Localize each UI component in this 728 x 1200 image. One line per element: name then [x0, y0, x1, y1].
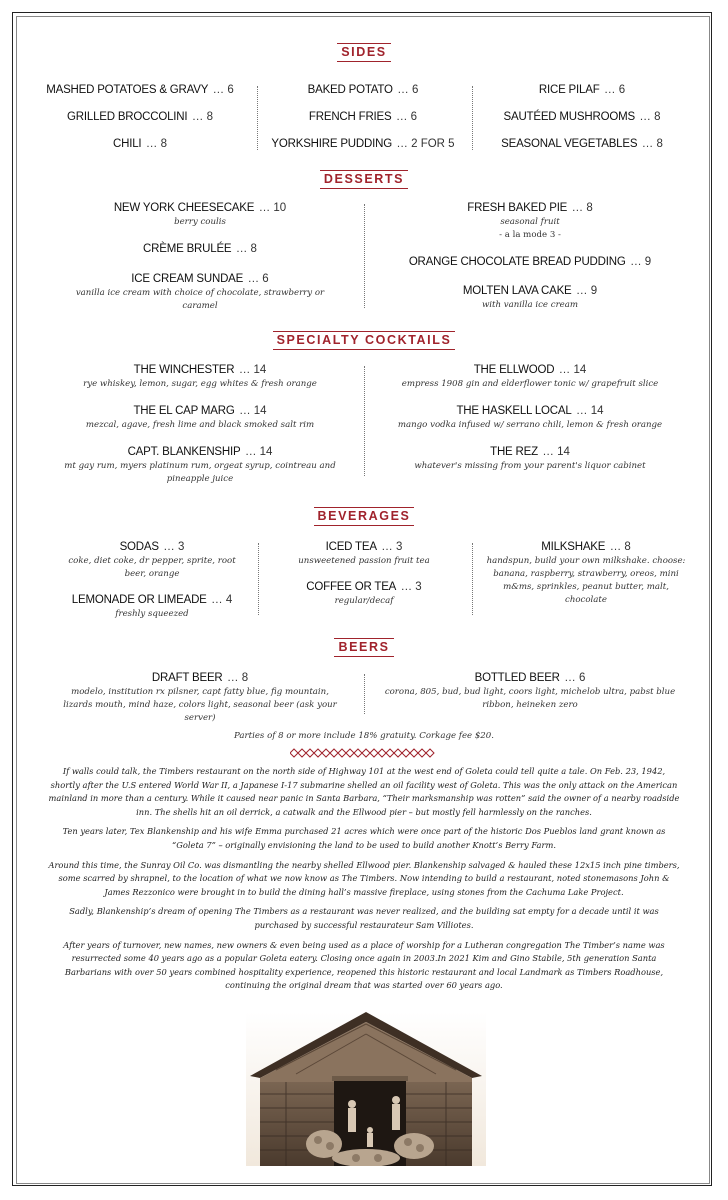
menu-item: THE EL CAP MARG … 14 [133, 405, 267, 417]
history-paragraph: Ten years later, Tex Blankenship and his wife Emma purchased 21 acres which were once part of the historic Dos Pueblos land grant known as “Goleta 7” – originally envisioning the land to be used to build another Knott’s Berry Farm. [62, 826, 666, 850]
menu-item: SEASONAL VEGETABLES … 8 [501, 138, 663, 150]
menu-item: SODAS … 3 [119, 541, 185, 553]
history-paragraph: After years of turnover, new names, new owners & even being used as a place of worship for a Lutheran congregation The Timber’s name was resurrected some 40 years ago as a popular Goleta eatery. Closing once again in 2003.In 2021 Kim and Gino Stabile, 5th generation Santa Barbarians with over 50 years combined hospitality experience, reopened this historic restaurant and local Landmark as Timbers Roadhouse, continuing the original dream that was started over 60 years ago. [63, 939, 665, 991]
item-note: - a la mode 3 - [499, 230, 561, 240]
sides-col-3 [482, 80, 682, 152]
menu-item: CHILI … 8 [113, 138, 167, 150]
beverages-col-3 [486, 537, 686, 607]
cocktails-left [60, 360, 340, 486]
desserts-left [60, 198, 340, 313]
menu-item: THE ELLWOOD … 14 [473, 364, 587, 376]
menu-item: DRAFT BEER … 8 [151, 672, 249, 684]
cocktails-title: SPECIALTY COCKTAILS [0, 331, 728, 350]
item-description: freshly squeezed [115, 609, 189, 619]
column-divider [364, 674, 365, 714]
column-divider [257, 86, 258, 150]
beers-left [60, 668, 340, 725]
column-divider [364, 366, 365, 476]
item-description: handspun, build your own milkshake. choose: banana, raspberry, strawberry, oreos, mini m&ms, sprinkles, peanut butter, malt, chocolate [486, 556, 686, 605]
menu-item: ICED TEA … 3 [325, 541, 403, 553]
menu-item: FRESH BAKED PIE … 8 [467, 202, 593, 214]
menu-item: FRENCH FRIES … 6 [308, 111, 418, 123]
diamond-ornament [0, 748, 728, 760]
menu-item: CRÈME BRULÉE … 8 [143, 243, 257, 255]
item-description: berry coulis [174, 217, 226, 227]
item-description: corona, 805, bud, bud light, coors light, michelob ultra, pabst blue ribbon, heineken zero [384, 687, 676, 710]
item-description: modelo, institution rx pilsner, capt fatty blue, fig mountain, lizards mouth, mind haze, colors light, seasonal beer (ask your server) [63, 687, 337, 723]
menu-item: MASHED POTATOES & GRAVY … 6 [46, 84, 234, 96]
sides-title: SIDES [0, 43, 728, 62]
menu-item: ORANGE CHOCOLATE BREAD PUDDING … 9 [408, 256, 652, 268]
item-description: regular/decaf [334, 596, 394, 606]
column-divider [472, 86, 473, 150]
menu-item: BOTTLED BEER … 6 [474, 672, 586, 684]
menu-item: MILKSHAKE … 8 [541, 541, 631, 553]
history-paragraph: If walls could talk, the Timbers restaurant on the north side of Highway 101 at the west end of Goleta could tell quite a tale. On Feb. 23, 1942, shortly after the U.S entered World War II, a Japanese I-17 submarine shelled an oil facility west of Goleta. This was the only attack on the American mainland in more than a century. While it caused near panic in Santa Barbara, “Their marksmanship was rotten” said the owner of a nearby roadside inn. The shells hit an oil derrick, a catwalk and the Ellwood pier – but mostly fell harmlessly on the ranches. [48, 766, 680, 817]
menu-item: CAPT. BLANKENSHIP … 14 [127, 446, 273, 458]
beverages-title: BEVERAGES [0, 507, 728, 526]
menu-item: THE HASKELL LOCAL … 14 [456, 405, 604, 417]
menu-item: LEMONADE OR LIMEADE … 4 [71, 594, 233, 606]
item-description: unsweetened passion fruit tea [298, 556, 430, 566]
item-description: mezcal, agave, fresh lime and black smoked salt rim [85, 420, 315, 430]
desserts-title: DESSERTS [0, 170, 728, 189]
beverages-col-1 [60, 537, 244, 621]
menu-item: THE REZ … 14 [490, 446, 570, 458]
item-description: rye whiskey, lemon, sugar, egg whites & fresh orange [83, 379, 317, 389]
item-description: mango vodka infused w/ serrano chili, lemon & fresh orange [397, 420, 663, 430]
sides-col-2 [263, 80, 463, 152]
column-divider [258, 543, 259, 615]
sides-col-1 [40, 80, 240, 152]
item-description: empress 1908 gin and elderflower tonic w/ grapefruit slice [401, 379, 659, 389]
column-divider [364, 204, 365, 308]
item-description: whatever's missing from your parent's liquor cabinet [414, 461, 646, 471]
historic-building-photo [246, 1012, 486, 1166]
gratuity-note: Parties of 8 or more include 18% gratuity. Corkage fee $20. [234, 731, 494, 741]
desserts-right [390, 198, 670, 312]
item-description: with vanilla ice cream [481, 300, 579, 310]
item-description: coke, diet coke, dr pepper, sprite, root beer, orange [68, 556, 236, 579]
history-text [48, 765, 680, 999]
menu-item: SAUTÉED MUSHROOMS … 8 [503, 111, 661, 123]
menu-item: RICE PILAF … 6 [538, 84, 626, 96]
menu-item: YORKSHIRE PUDDING … 2 FOR 5 [271, 138, 455, 150]
menu-item: MOLTEN LAVA CAKE … 9 [462, 285, 598, 297]
column-divider [472, 543, 473, 615]
item-description: mt gay rum, myers platinum rum, orgeat syrup, cointreau and pineapple juice [64, 461, 336, 484]
menu-item: BAKED POTATO … 6 [307, 84, 419, 96]
beverages-col-2 [272, 537, 456, 608]
history-paragraph: Sadly, Blankenship’s dream of opening The Timbers as a restaurant was never realized, and the building sat empty for a decade until it was purchased by successful restaurateur Sam Villiotes. [69, 906, 659, 930]
menu-item: COFFEE OR TEA … 3 [306, 581, 422, 593]
menu-item: ICE CREAM SUNDAE … 6 [131, 273, 269, 285]
menu-item: THE WINCHESTER … 14 [133, 364, 267, 376]
history-paragraph: Around this time, the Sunray Oil Co. was dismantling the nearby shelled Ellwood pier. Blankenship salvaged & hauled these 12x15 inch pine timbers, some scarred by shrapnel, to the location of what we now know as The Timbers. Now intending to build a restaurant, noted stonemasons John & James Rezzonico were brought in to build the dining hall’s massive fireplace, using stones from the Cachuma Lake Project. [48, 859, 680, 897]
beers-title: BEERS [0, 638, 728, 657]
item-description: vanilla ice cream with choice of chocolate, strawberry or caramel [75, 288, 325, 311]
item-description: seasonal fruit [500, 217, 560, 227]
beers-right [380, 668, 680, 712]
cocktails-right [390, 360, 670, 473]
menu-item: NEW YORK CHEESECAKE … 10 [113, 202, 287, 214]
menu-item: GRILLED BROCCOLINI … 8 [67, 111, 213, 123]
